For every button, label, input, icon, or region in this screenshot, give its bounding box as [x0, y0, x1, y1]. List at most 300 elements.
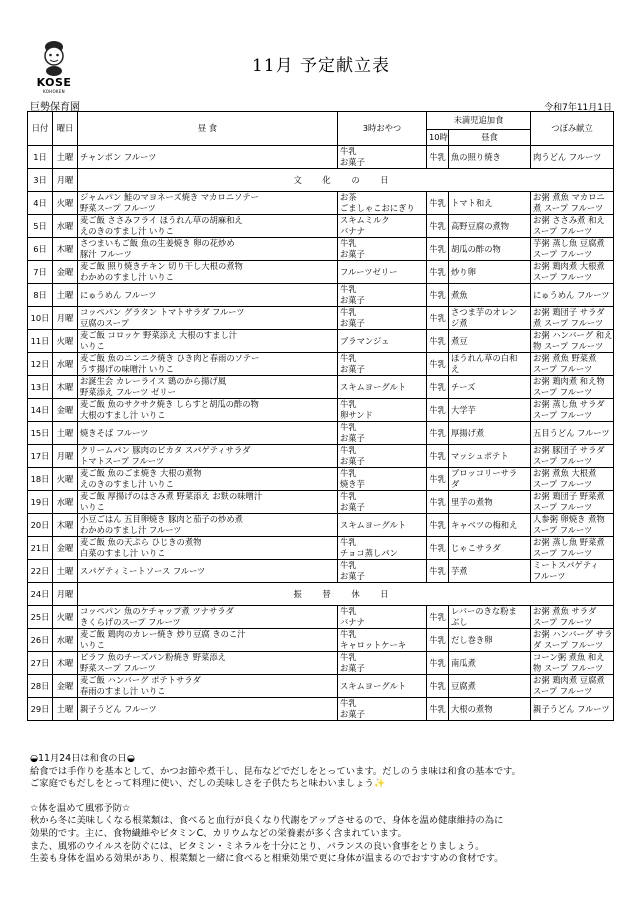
cold-title: ☆体を温めて風邪予防☆	[30, 802, 131, 814]
ten-oclock-cell: 牛乳	[427, 376, 449, 399]
extra-lunch-cell	[449, 675, 531, 698]
snack-cell-line-1: 牛乳	[340, 146, 357, 157]
weekday-cell: 土曜	[53, 146, 78, 169]
lunch-cell-line-2: 豆腐のスープ	[80, 318, 129, 328]
tsubomi-cell-line-1: お粥 煮魚 マカロニ	[533, 192, 605, 203]
tsubomi-cell	[531, 215, 614, 238]
extra-lunch-cell-line-1: 魚の照り焼き	[451, 151, 501, 162]
holiday-event-cell: 文 化 の 日	[78, 169, 614, 192]
tsubomi-cell-line-1: お粥 蒸し魚 野菜煮	[533, 537, 605, 548]
lunch-cell	[78, 284, 338, 307]
snack-cell-line-1: お茶	[340, 192, 357, 203]
notes-section	[30, 753, 620, 866]
ten-oclock-cell: 牛乳	[427, 606, 449, 629]
lunch-cell-line-2: 大根のすまし汁 いりこ	[80, 410, 166, 420]
ten-oclock-cell: 牛乳	[427, 399, 449, 422]
day-cell: 1日	[28, 146, 53, 169]
snack-cell	[338, 261, 427, 284]
tsubomi-cell-line-1: ミートスパゲティ	[533, 560, 599, 571]
tsubomi-cell	[531, 238, 614, 261]
lunch-cell	[78, 698, 338, 721]
cold-line-4: 生姜も身体を温める効果があり、根菜類と一緒に食べると相乗効果で更に身体が温まるのでおすすめの食材です。	[30, 853, 504, 865]
snack-cell-line-2: お菓子	[340, 571, 365, 581]
menu-body	[28, 146, 614, 721]
weekday-cell: 火曜	[53, 606, 78, 629]
menu-row	[28, 146, 614, 169]
extra-lunch-cell	[449, 146, 531, 169]
menu-row	[28, 514, 614, 537]
extra-lunch-cell	[449, 560, 531, 583]
snack-cell	[338, 491, 427, 514]
lunch-cell-line-1: チャンポン フルーツ	[80, 151, 157, 162]
tsubomi-cell	[531, 422, 614, 445]
snack-cell-line-2: お菓子	[340, 157, 365, 167]
cold-line-2: 効果的です。主に、食物繊維やビタミンC、カリウムなどの栄養素が多く含まれています。	[30, 827, 407, 839]
lunch-cell-line-1: 麦ご飯 照り焼きチキン 切り干し大根の煮物	[80, 261, 243, 272]
day-cell: 10日	[28, 307, 53, 330]
snack-cell	[338, 698, 427, 721]
day-cell: 5日	[28, 215, 53, 238]
ten-oclock-cell: 牛乳	[427, 445, 449, 468]
snack-cell-line-2: ごましゃこおにぎり	[340, 203, 415, 213]
tsubomi-cell-line-1: お粥 ハンバーグ サラ	[533, 629, 613, 640]
weekday-cell: 火曜	[53, 468, 78, 491]
lunch-cell-line-1: 親子うどん フルーツ	[80, 703, 157, 714]
lunch-cell	[78, 146, 338, 169]
lunch-cell-line-1: 麦ご飯 鶏肉のカレー焼き 炒り豆腐 きのこ汁	[80, 629, 246, 640]
ten-oclock-cell: 牛乳	[427, 560, 449, 583]
tsubomi-cell-line-2: スープ フルーツ	[533, 364, 593, 374]
weekday-cell: 土曜	[53, 422, 78, 445]
menu-row	[28, 537, 614, 560]
lunch-cell-line-1: 麦ご飯 魚の天ぷら ひじきの煮物	[80, 537, 202, 548]
menu-row	[28, 606, 614, 629]
lunch-cell	[78, 537, 338, 560]
tsubomi-cell	[531, 307, 614, 330]
lunch-cell-line-2: いりこ	[80, 640, 105, 650]
snack-cell-line-1: 牛乳	[340, 399, 357, 410]
extra-lunch-cell-line-1: レバーのきな粉ま	[451, 606, 517, 617]
snack-cell	[338, 468, 427, 491]
tsubomi-cell	[531, 491, 614, 514]
snack-cell-line-2: バナナ	[340, 226, 365, 236]
header-dow: 曜日	[53, 112, 78, 146]
lunch-cell	[78, 399, 338, 422]
snack-cell-line-1: スキムヨーグルト	[340, 680, 407, 691]
extra-lunch-cell-line-1: 里芋の煮物	[451, 496, 493, 507]
header-extra: 未満児追加食	[427, 112, 531, 130]
lunch-cell	[78, 606, 338, 629]
lunch-cell-line-1: 麦ご飯 魚のごま焼き 大根の煮物	[80, 468, 202, 479]
snack-cell-line-2: お菓子	[340, 433, 365, 443]
tsubomi-cell-line-1: お粥 鶏肉煮 和え物	[533, 376, 605, 387]
extra-lunch-cell-line-1: 炒り卵	[451, 266, 476, 277]
snack-cell-line-2: お菓子	[340, 502, 365, 512]
weekday-cell: 土曜	[53, 284, 78, 307]
extra-lunch-cell-line-1: ほうれん草の白和	[451, 353, 518, 364]
tsubomi-cell-line-2: スープ フルーツ	[533, 387, 593, 397]
menu-row	[28, 629, 614, 652]
cold-line-1: 秋から冬に美味しくなる根菜類は、食べると血行が良くなり代謝をアップさせるので、身体を温め健康維持の為に	[30, 815, 504, 827]
extra-lunch-cell-line-1: 厚揚げ煮	[451, 427, 485, 438]
extra-lunch-cell-line-1: 煮豆	[451, 335, 468, 346]
snack-cell	[338, 422, 427, 445]
menu-row	[28, 491, 614, 514]
extra-lunch-cell-line-1: 豆腐煮	[451, 680, 476, 691]
extra-lunch-cell	[449, 491, 531, 514]
weekday-cell: 木曜	[53, 376, 78, 399]
tsubomi-cell	[531, 399, 614, 422]
weekday-cell: 水曜	[53, 215, 78, 238]
menu-row	[28, 445, 614, 468]
tsubomi-cell-line-2: スープ フルーツ	[533, 686, 593, 696]
menu-row	[28, 330, 614, 353]
tsubomi-cell-line-2: スープ フルーツ	[533, 272, 593, 282]
menu-row	[28, 353, 614, 376]
weekday-cell: 月曜	[53, 583, 78, 606]
lunch-cell	[78, 238, 338, 261]
extra-lunch-cell-line-1: 芋煮	[451, 565, 468, 576]
lunch-cell-line-1: 焼きそば フルーツ	[80, 427, 149, 438]
snack-cell-line-2: チョコ蒸しパン	[340, 548, 398, 558]
ten-oclock-cell: 牛乳	[427, 491, 449, 514]
menu-row	[28, 583, 614, 606]
extra-lunch-cell-line-1: 大根の煮物	[451, 703, 493, 714]
extra-lunch-cell	[449, 698, 531, 721]
ten-oclock-cell: 牛乳	[427, 652, 449, 675]
snack-cell-line-2: キャロットケーキ	[340, 640, 407, 650]
snack-cell	[338, 146, 427, 169]
extra-lunch-cell-line-1: さつま芋のオレン	[451, 307, 518, 318]
tsubomi-cell-line-2: スープ フルーツ	[533, 548, 593, 558]
extra-lunch-cell	[449, 537, 531, 560]
extra-lunch-cell	[449, 192, 531, 215]
snack-cell-line-1: 牛乳	[340, 353, 357, 364]
tsubomi-cell	[531, 376, 614, 399]
day-cell: 7日	[28, 261, 53, 284]
extra-lunch-cell-line-1: チーズ	[451, 381, 476, 392]
lunch-cell	[78, 468, 338, 491]
tsubomi-cell-line-1: 親子うどん フルーツ	[533, 703, 610, 714]
weekday-cell: 金曜	[53, 537, 78, 560]
lunch-cell	[78, 330, 338, 353]
menu-row	[28, 215, 614, 238]
extra-lunch-cell-line-1: マッシュポテト	[451, 450, 509, 461]
lunch-cell	[78, 675, 338, 698]
lunch-cell	[78, 491, 338, 514]
day-cell: 15日	[28, 422, 53, 445]
lunch-cell-line-2: 野菜スープ フルーツ	[80, 203, 156, 213]
day-cell: 13日	[28, 376, 53, 399]
lunch-cell-line-1: お誕生会 カレーライス 鶏のから揚げ風	[80, 376, 226, 387]
weekday-cell: 水曜	[53, 629, 78, 652]
menu-row	[28, 698, 614, 721]
snack-cell-line-2: お菓子	[340, 663, 365, 673]
day-cell: 24日	[28, 583, 53, 606]
tsubomi-cell-line-1: お粥 蒸し魚 サラダ	[533, 399, 605, 410]
extra-lunch-cell-line-2: ダ	[451, 479, 460, 489]
snack-cell	[338, 192, 427, 215]
extra-lunch-cell-line-2: え	[451, 364, 460, 374]
lunch-cell-line-2: えのきのすまし汁 いりこ	[80, 226, 174, 236]
snack-cell-line-1: スキムヨーグルト	[340, 381, 407, 392]
tsubomi-cell-line-1: お粥 豚団子 サラダ	[533, 445, 605, 456]
day-cell: 21日	[28, 537, 53, 560]
tsubomi-cell-line-1: 五目うどん フルーツ	[533, 427, 610, 438]
extra-lunch-cell-line-1: 胡瓜の酢の物	[451, 243, 501, 254]
snack-cell-line-1: 牛乳	[340, 307, 357, 318]
tsubomi-cell	[531, 652, 614, 675]
extra-lunch-cell	[449, 376, 531, 399]
tsubomi-cell	[531, 445, 614, 468]
weekday-cell: 水曜	[53, 491, 78, 514]
day-cell: 11日	[28, 330, 53, 353]
day-cell: 28日	[28, 675, 53, 698]
snack-cell-line-2: お菓子	[340, 456, 365, 466]
weekday-cell: 木曜	[53, 514, 78, 537]
menu-row	[28, 169, 614, 192]
lunch-cell-line-1: 小豆ごはん 五目卵焼き 豚肉と茄子の炒め煮	[80, 514, 243, 525]
header-tsubomi: つぼみ献立	[531, 112, 614, 146]
tsubomi-cell-line-1: お粥 煮魚 野菜煮	[533, 353, 597, 364]
extra-lunch-cell	[449, 215, 531, 238]
lunch-cell-line-2: いりこ	[80, 502, 105, 512]
weekday-cell: 火曜	[53, 192, 78, 215]
tsubomi-cell-line-2: 煮 スープ フルーツ	[533, 318, 604, 328]
extra-lunch-cell-line-1: キャベツの梅和え	[451, 519, 518, 530]
page-title: 11月 予定献立表	[251, 56, 391, 76]
snack-cell	[338, 330, 427, 353]
washoku-line-2: ご家庭でもだしをとって料理に使い、だしの美味しさを子供たちと味わいましょう✨	[30, 778, 386, 790]
cold-line-3: また、風邪のウイルスを防ぐには、ビタミン・ミネラルを十分にとり、バランスの良い食事をとりましょう。	[30, 840, 485, 852]
snack-cell	[338, 675, 427, 698]
ten-oclock-cell: 牛乳	[427, 307, 449, 330]
day-cell: 27日	[28, 652, 53, 675]
tsubomi-cell	[531, 698, 614, 721]
tsubomi-cell-line-1: 肉うどん フルーツ	[533, 151, 602, 162]
ten-oclock-cell: 牛乳	[427, 261, 449, 284]
tsubomi-cell-line-2: 物 スープ フルーツ	[533, 341, 604, 351]
day-cell: 8日	[28, 284, 53, 307]
tsubomi-cell-line-1: お粥 鶏団子 サラダ	[533, 307, 605, 318]
tsubomi-cell	[531, 514, 614, 537]
snack-cell-line-1: 牛乳	[340, 238, 357, 249]
lunch-cell-line-2: うす揚げの味噌汁 いりこ	[80, 364, 174, 374]
tsubomi-cell	[531, 675, 614, 698]
tsubomi-cell	[531, 468, 614, 491]
header-day: 日付	[28, 112, 53, 146]
ten-oclock-cell: 牛乳	[427, 330, 449, 353]
snack-cell-line-1: ブラマンジェ	[340, 335, 390, 346]
tsubomi-cell-line-1: お粥 煮魚 サラダ	[533, 606, 597, 617]
snack-cell-line-2: お菓子	[340, 318, 365, 328]
lunch-cell-line-2: えのきのすまし汁 いりこ	[80, 479, 174, 489]
ten-oclock-cell: 牛乳	[427, 698, 449, 721]
menu-row	[28, 238, 614, 261]
tsubomi-cell	[531, 284, 614, 307]
tsubomi-cell-line-2: スープ フルーツ	[533, 479, 593, 489]
lunch-cell	[78, 376, 338, 399]
ten-oclock-cell: 牛乳	[427, 422, 449, 445]
holiday-event-cell: 振 替 休 日	[78, 583, 614, 606]
extra-lunch-cell	[449, 307, 531, 330]
day-cell: 3日	[28, 169, 53, 192]
menu-row	[28, 192, 614, 215]
tsubomi-cell-line-1: にゅうめん フルーツ	[533, 289, 610, 300]
tsubomi-cell-line-2: スープ フルーツ	[533, 502, 593, 512]
snack-cell	[338, 284, 427, 307]
header-lunch2: 昼食	[449, 130, 531, 146]
header-snack: 3時おやつ	[338, 112, 427, 146]
snack-cell-line-1: 牛乳	[340, 698, 357, 709]
lunch-cell-line-1: 麦ご飯 ささみフライ ほうれん草の胡麻和え	[80, 215, 243, 226]
day-cell: 20日	[28, 514, 53, 537]
weekday-cell: 月曜	[53, 169, 78, 192]
logo-brand: KOSE	[36, 76, 72, 89]
tsubomi-cell-line-1: お粥 鶏団子 野菜煮	[533, 491, 605, 502]
tsubomi-cell-line-2: スープ フルーツ	[533, 456, 593, 466]
day-cell: 14日	[28, 399, 53, 422]
snack-cell-line-1: フルーツゼリー	[340, 266, 398, 277]
tsubomi-cell	[531, 606, 614, 629]
menu-row	[28, 675, 614, 698]
logo-sub: KOHOKEN	[43, 89, 65, 94]
ten-oclock-cell: 牛乳	[427, 215, 449, 238]
school-name: 巨勢保育園	[30, 102, 80, 113]
extra-lunch-cell-line-2: ジ煮	[451, 318, 468, 328]
extra-lunch-cell-line-1: 煮魚	[451, 289, 468, 300]
lunch-cell-line-2: トマトスープ フルーツ	[80, 456, 165, 466]
extra-lunch-cell	[449, 468, 531, 491]
lunch-cell	[78, 629, 338, 652]
lunch-cell-line-1: 麦ご飯 魚のサクサク焼き しらすと胡瓜の酢の物	[80, 399, 259, 410]
ten-oclock-cell: 牛乳	[427, 192, 449, 215]
snack-cell-line-2: お菓子	[340, 709, 365, 719]
snack-cell	[338, 560, 427, 583]
menu-row	[28, 422, 614, 445]
snack-cell	[338, 514, 427, 537]
ten-oclock-cell: 牛乳	[427, 468, 449, 491]
weekday-cell: 木曜	[53, 652, 78, 675]
tsubomi-cell-line-1: お粥 鶏肉煮 大根煮	[533, 261, 605, 272]
extra-lunch-cell-line-1: じゃこサラダ	[451, 542, 501, 553]
lunch-cell-line-2: 野菜スープ フルーツ	[80, 663, 156, 673]
washoku-line-1: 給食では手作りを基本として、かつお節や煮干し、昆布などでだしをとっています。だしのうま味は和食の基本です。	[30, 765, 521, 777]
snack-cell	[338, 238, 427, 261]
tsubomi-cell-line-2: 煮 スープ フルーツ	[533, 203, 604, 213]
snack-cell	[338, 445, 427, 468]
tsubomi-cell-line-1: お粥 煮魚 大根煮	[533, 468, 597, 479]
snack-cell-line-1: 牛乳	[340, 445, 357, 456]
day-cell: 29日	[28, 698, 53, 721]
tsubomi-cell	[531, 330, 614, 353]
lunch-cell-line-2: 野菜添え フルーツ ゼリー	[80, 387, 176, 397]
extra-lunch-cell-line-1: 大学芋	[451, 404, 476, 415]
extra-lunch-cell-line-1: 高野豆腐の煮物	[451, 220, 510, 231]
menu-row	[28, 468, 614, 491]
day-cell: 19日	[28, 491, 53, 514]
tsubomi-cell-line-1: 芋粥 蒸し魚 豆腐煮	[533, 238, 605, 249]
lunch-cell-line-1: 麦ご飯 コロッケ 野菜添え 大根のすまし汁	[80, 330, 238, 341]
snack-cell-line-1: 牛乳	[340, 629, 357, 640]
menu-table	[27, 111, 614, 721]
lunch-cell-line-1: さつまいもご飯 魚の生姜焼き 卵の花炒め	[80, 238, 235, 249]
day-cell: 12日	[28, 353, 53, 376]
extra-lunch-cell-line-1: 南瓜煮	[451, 657, 476, 668]
tsubomi-cell-line-1: お粥 ハンバーグ 和え	[533, 330, 613, 341]
lunch-cell	[78, 192, 338, 215]
lunch-cell-line-2: いりこ	[80, 341, 105, 351]
extra-lunch-cell	[449, 445, 531, 468]
snack-cell	[338, 307, 427, 330]
extra-lunch-cell	[449, 238, 531, 261]
tsubomi-cell-line-1: お粥 鶏肉煮 豆腐煮	[533, 675, 605, 686]
lunch-cell-line-2: きくらげのスープ フルーツ	[80, 617, 181, 627]
snack-cell-line-1: スキムヨーグルト	[340, 519, 407, 530]
ten-oclock-cell: 牛乳	[427, 629, 449, 652]
snack-cell-line-2: バナナ	[340, 617, 365, 627]
extra-lunch-cell	[449, 422, 531, 445]
tsubomi-cell-line-2: スープ フルーツ	[533, 249, 593, 259]
snack-cell	[338, 629, 427, 652]
lunch-cell-line-1: コッペパン 魚のケチャップ煮 ツナサラダ	[80, 606, 234, 617]
tsubomi-cell-line-2: スープ フルーツ	[533, 617, 593, 627]
tsubomi-cell	[531, 629, 614, 652]
issue-date: 令和7年11月1日	[544, 103, 612, 113]
menu-row	[28, 560, 614, 583]
day-cell: 17日	[28, 445, 53, 468]
tsubomi-cell-line-1: コーン粥 煮魚 和え	[533, 652, 605, 663]
snack-cell	[338, 215, 427, 238]
extra-lunch-cell	[449, 652, 531, 675]
lunch-cell-line-2: わかめのすまし汁 いりこ	[80, 272, 174, 282]
weekday-cell: 木曜	[53, 238, 78, 261]
weekday-cell: 火曜	[53, 330, 78, 353]
header-lunch: 昼 食	[78, 112, 338, 146]
tsubomi-cell	[531, 261, 614, 284]
lunch-cell	[78, 215, 338, 238]
weekday-cell: 金曜	[53, 675, 78, 698]
extra-lunch-cell-line-1: だし巻き卵	[451, 634, 493, 645]
lunch-cell-line-1: スパゲティミートソース フルーツ	[80, 565, 206, 576]
snack-cell-line-1: スキムミルク	[340, 215, 390, 226]
extra-lunch-cell	[449, 284, 531, 307]
snack-cell	[338, 606, 427, 629]
washoku-title: ◒11月24日は和食の日◒	[30, 753, 135, 764]
snack-cell-line-1: 牛乳	[340, 491, 357, 502]
menu-row	[28, 284, 614, 307]
weekday-cell: 月曜	[53, 307, 78, 330]
snack-cell-line-2: お菓子	[340, 295, 365, 305]
lunch-cell-line-2: 白菜のすまし汁 いりこ	[80, 548, 166, 558]
extra-lunch-cell	[449, 353, 531, 376]
snack-cell-line-1: 牛乳	[340, 606, 357, 617]
menu-row	[28, 376, 614, 399]
lunch-cell	[78, 445, 338, 468]
snack-cell-line-1: 牛乳	[340, 560, 357, 571]
extra-lunch-cell	[449, 261, 531, 284]
extra-lunch-cell	[449, 330, 531, 353]
lunch-cell	[78, 560, 338, 583]
day-cell: 25日	[28, 606, 53, 629]
tsubomi-cell-line-2: スープ フルーツ	[533, 525, 593, 535]
lunch-cell-line-1: 麦ご飯 魚のニンニク焼き ひき肉と春雨のソテー	[80, 353, 260, 364]
lunch-cell-line-1: コッペパン グラタン トマトサラダ フルーツ	[80, 307, 245, 318]
menu-row	[28, 261, 614, 284]
ten-oclock-cell: 牛乳	[427, 284, 449, 307]
weekday-cell: 土曜	[53, 698, 78, 721]
snack-cell-line-2: お菓子	[340, 364, 365, 374]
